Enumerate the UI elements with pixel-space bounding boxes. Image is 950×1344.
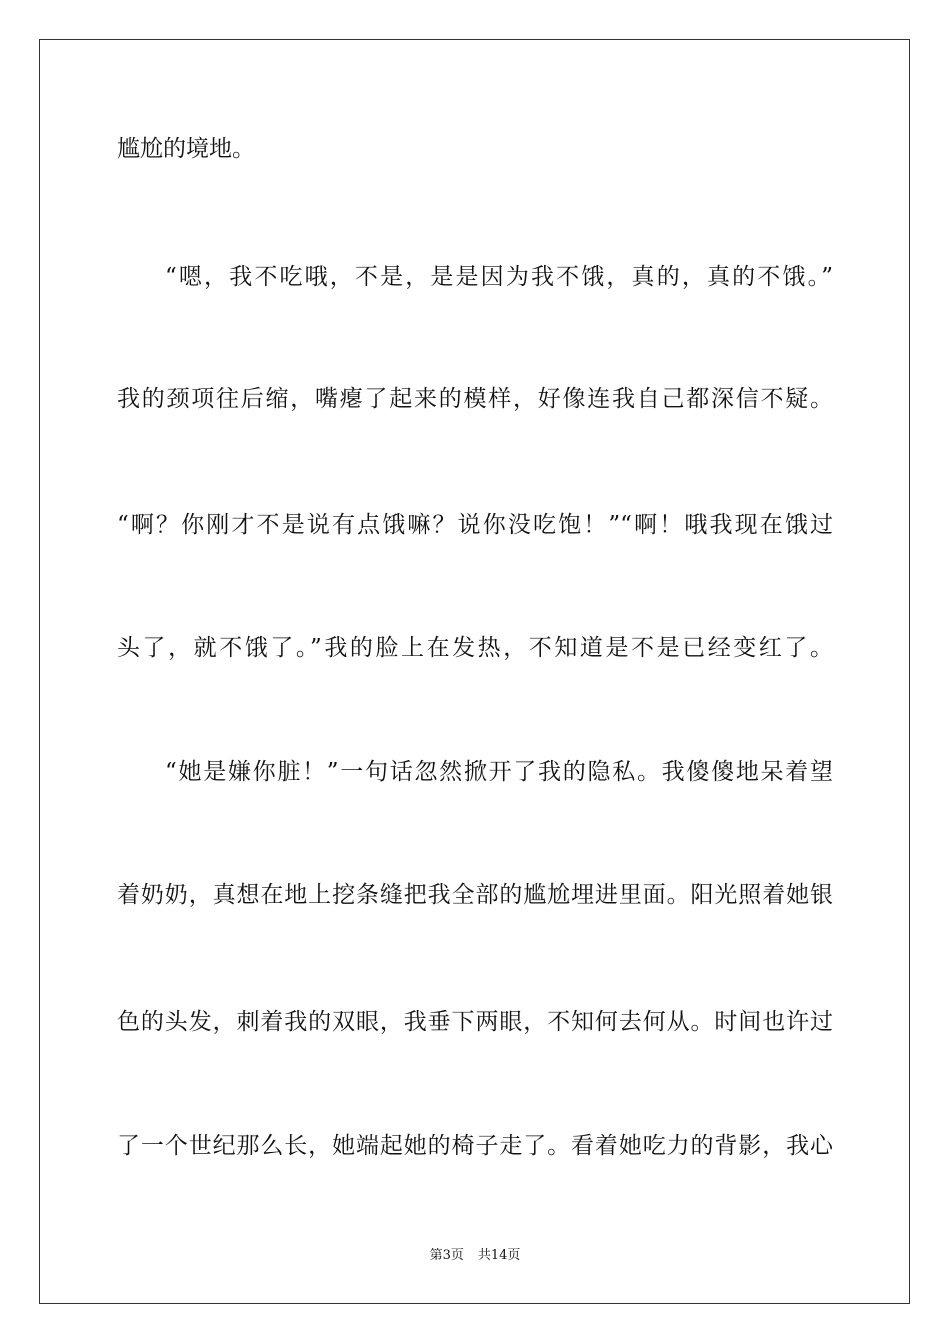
page-number: 第3页 [429,1248,464,1263]
page-total: 共14页 [477,1248,521,1263]
text-line-5: 头了，就不饿了。”我的脸上在发热，不知道是不是已经变红了。 [117,635,833,661]
text-line-2: “嗯，我不吃哦，不是，是是因为我不饿，真的，真的不饿。” [165,264,833,290]
text-line-7: 着奶奶，真想在地上挖条缝把我全部的尴尬埋进里面。阳光照着她银 [117,882,833,908]
text-line-3: 我的颈项往后缩，嘴瘪了起来的模样，好像连我自己都深信不疑。 [117,386,833,412]
page-footer [0,1247,950,1265]
text-line-8: 色的头发，刺着我的双眼，我垂下两眼，不知何去何从。时间也许过 [117,1009,833,1035]
page-border [39,39,910,1304]
text-line-4: “啊？你刚才不是说有点饿嘛？说你没吃饱！”“啊！哦我现在饿过 [117,512,833,538]
text-line-6: “她是嫌你脏！”一句话忽然掀开了我的隐私。我傻傻地呆着望 [165,759,833,785]
text-line-1: 尴尬的境地。 [117,136,255,162]
text-line-9: 了一个世纪那么长，她端起她的椅子走了。看着她吃力的背影，我心 [117,1133,833,1159]
